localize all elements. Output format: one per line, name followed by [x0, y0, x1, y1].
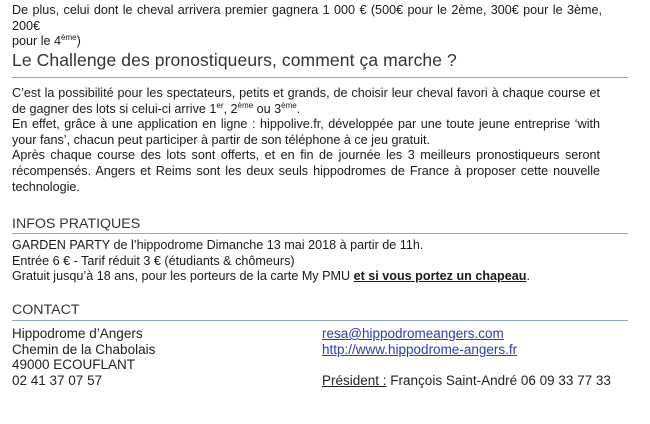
intro-paragraph — [12, 3, 602, 50]
contact-city: 49000 ECOUFLANT — [12, 357, 136, 373]
sup-er: er — [216, 100, 224, 110]
challenge-p1-text-b: , 2 — [223, 101, 238, 116]
challenge-p1-text-d: . — [296, 101, 301, 116]
infos-heading: INFOS PRATIQUES — [12, 216, 141, 232]
infos-line-2: Entrée 6 € - Tarif réduit 3 € (étudiants & chômeurs) — [12, 253, 295, 268]
hat-emphasis: et si vous portez un chapeau — [353, 269, 527, 284]
challenge-paragraph-2: En effet, grâce à une application en ligne : hippolive.fr, développée par une toute jeune entreprise ‘with your fans’, chacun peut participer à partir de son téléphone à ce jeu gratuit. — [12, 117, 600, 147]
challenge-heading: Le Challenge des pronostiqueurs, comment ça marche ? — [12, 50, 457, 70]
president-label: Président : — [322, 373, 387, 389]
email-link[interactable]: resa@hippodromeangers.com — [322, 326, 504, 341]
challenge-divider — [12, 77, 628, 78]
challenge-p1-text-c: ou 3 — [253, 101, 282, 116]
contact-divider — [12, 320, 628, 321]
contact-name: Hippodrome d’Angers — [12, 326, 143, 341]
infos-line-1: GARDEN PARTY de l’hippodrome Dimanche 13 mai 2018 à partir de 11h. — [12, 238, 424, 252]
infos-line-3 — [12, 269, 600, 285]
president-value: François Saint-André 06 09 33 77 33 — [386, 373, 611, 389]
contact-street: Chemin de la Chabolais — [12, 341, 156, 357]
contact-heading: CONTACT — [12, 302, 80, 318]
infos-body — [12, 238, 600, 285]
contact-online — [322, 326, 632, 389]
intro-line-2: pour le 4 — [12, 34, 62, 49]
website-link[interactable]: http://www.hippodrome-angers.fr — [322, 341, 518, 357]
sup-eme-3: ème — [281, 100, 297, 110]
intro-line-1: De plus, celui dont le cheval arrivera premier gagnera 1 000 € (500€ pour le 2ème, 300€ pour le 3ème, 200€ — [12, 3, 602, 33]
contact-phone: 02 41 37 07 57 — [12, 373, 103, 389]
challenge-paragraph-3: Après chaque course des lots sont offerts, et en fin de journée les 3 meilleurs pronostiqueurs seront récompensés. Angers et Reims sont les deux seuls hippodromes de France à proposer cette nouvelle technologie. — [12, 148, 600, 194]
infos-line-3-text: Gratuit jusqu’à 18 ans, pour les porteurs de la carte My PMU — [12, 269, 354, 284]
infos-line-3-end: . — [526, 269, 530, 284]
president-line — [322, 373, 632, 389]
sup-eme-2: ème — [237, 100, 254, 110]
contact-address — [12, 326, 155, 389]
intro-sup: ème — [61, 33, 77, 43]
challenge-paragraph-1 — [12, 86, 600, 117]
challenge-body — [12, 86, 600, 195]
infos-divider — [12, 233, 628, 234]
contact-spacer — [322, 357, 632, 373]
challenge-p1-text: C’est la possibilité pour les spectateurs, petits et grands, de choisir leur cheval favori à chaque course et de gagner des lots si celui-ci arrive 1 — [12, 86, 600, 116]
intro-line-2-end: ) — [76, 34, 81, 49]
